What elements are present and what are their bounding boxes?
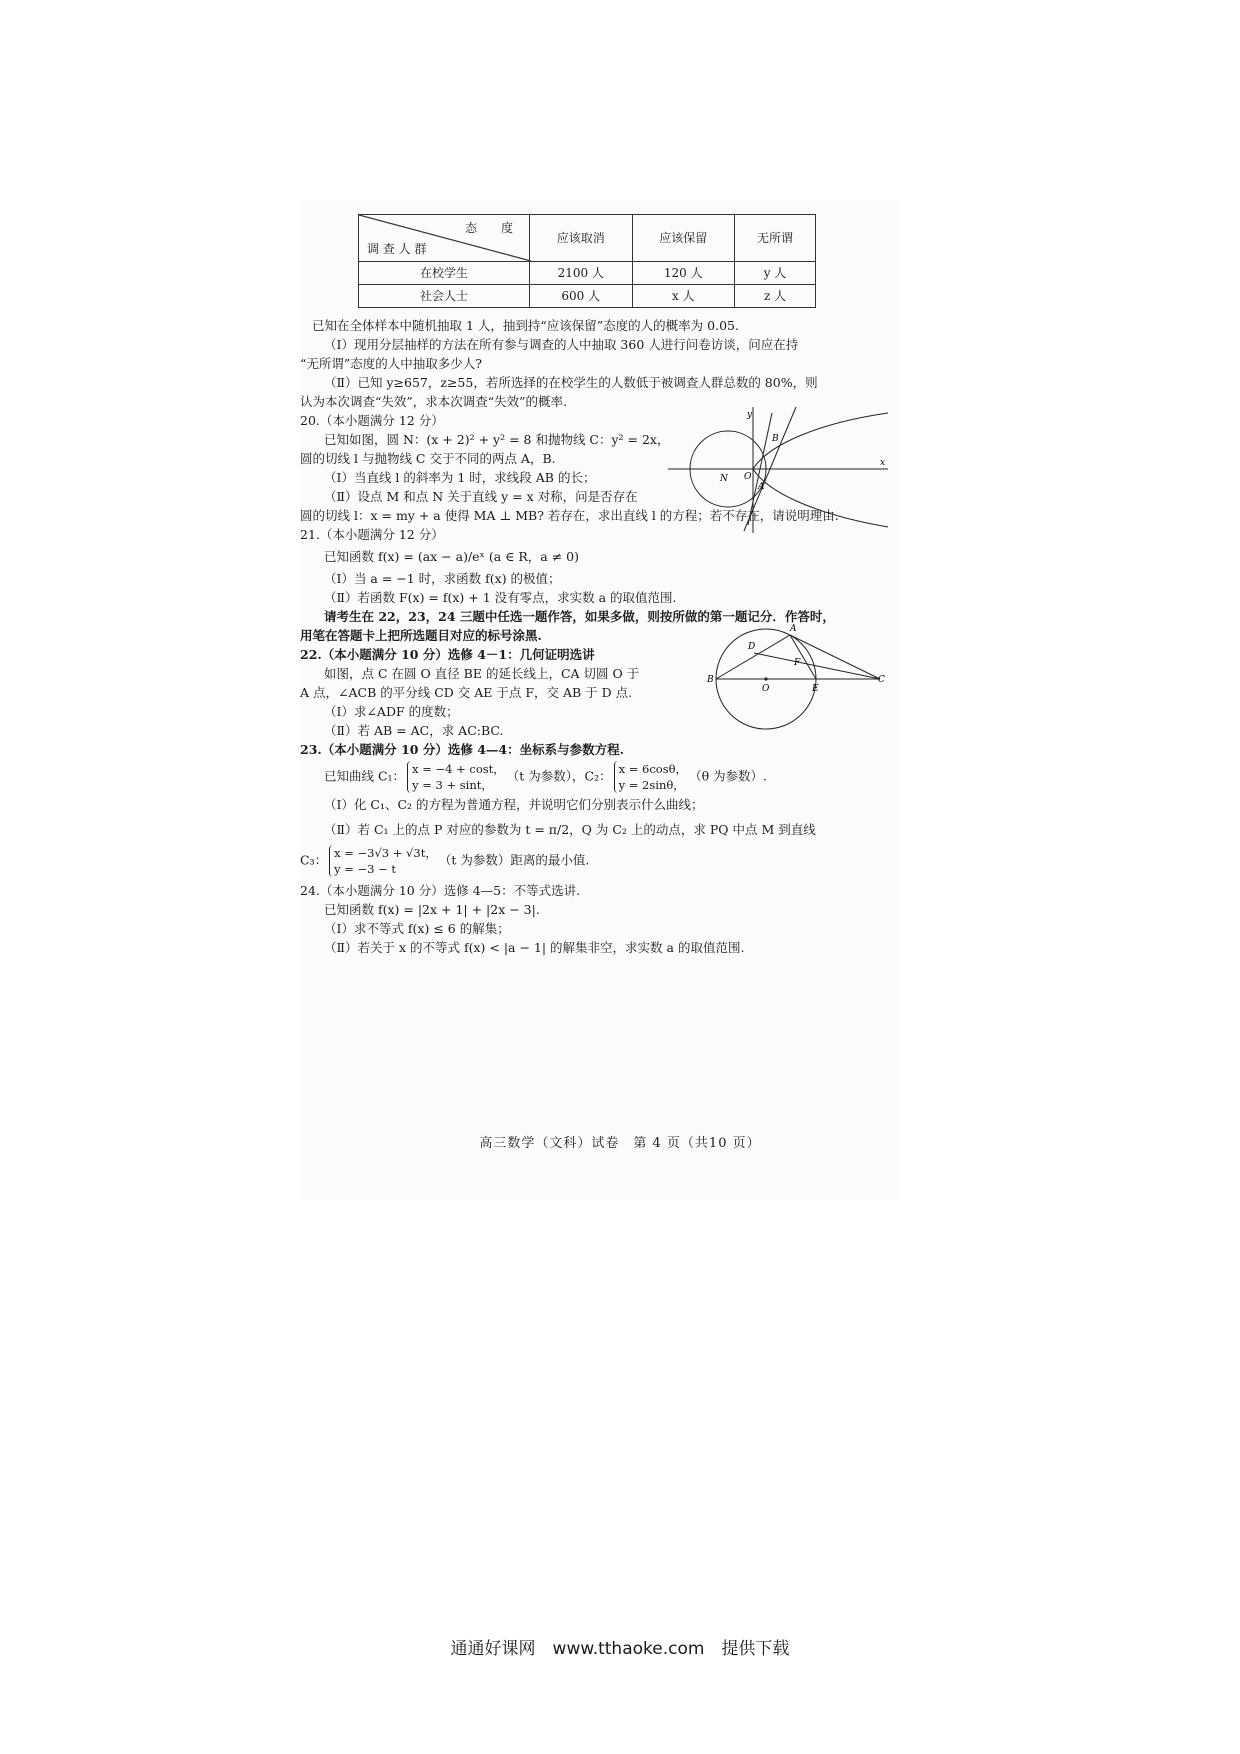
q21-heading: 21.（本小题满分 12 分） xyxy=(300,527,444,542)
table-corner-cell xyxy=(359,215,530,262)
exam-content xyxy=(300,214,890,957)
q24-heading: 24.（本小题满分 10 分）选修 4—5：不等式选讲. xyxy=(300,883,581,898)
corner-top-label: 态 度 xyxy=(464,221,513,235)
fig-label-e: E xyxy=(812,684,819,694)
table-cell: 120 人 xyxy=(632,262,735,285)
q24-part1: （Ⅰ）求不等式 f(x) ≤ 6 的解集； xyxy=(324,921,510,936)
q20-line: 圆的切线 l 与抛物线 C 交于不同的两点 A，B. xyxy=(300,451,556,466)
table-cell: z 人 xyxy=(735,285,816,308)
q19-part1: （Ⅰ）现用分层抽样的方法在所有参与调查的人中抽取 360 人进行问卷访谈，问应在持 xyxy=(324,337,799,352)
fig-label-a: A xyxy=(790,624,797,634)
q23-curves xyxy=(300,761,890,793)
c1-eq: x = −4 + cost， xyxy=(412,762,505,776)
fig-label-b: B xyxy=(707,675,714,685)
q20-heading: 20.（本小题满分 12 分） xyxy=(300,413,444,428)
c2-eq: x = 6cosθ， xyxy=(618,762,688,776)
c1-system xyxy=(407,761,505,793)
q22-line: A 点，∠ACB 的平分线 CD 交 AE 于点 F，交 AB 于 D 点. xyxy=(300,685,633,700)
q22-heading: 22.（本小题满分 10 分）选修 4－1：几何证明选讲 xyxy=(300,647,595,662)
notice-line: 用笔在答题卡上把所选题目对应的标号涂黑. xyxy=(300,628,542,643)
fig-label-n: N xyxy=(720,474,728,484)
q23-pre: 已知曲线 C₁： xyxy=(324,768,406,784)
q19-part2-cont: 认为本次调查“失效”，求本次调查“失效”的概率. xyxy=(300,394,568,409)
circle-tangent-figure xyxy=(686,609,886,733)
q23-heading: 23.（本小题满分 10 分）选修 4—4：坐标系与参数方程. xyxy=(300,742,624,757)
c3-eq: y = −3 − t xyxy=(334,862,397,876)
notice-line: 请考生在 22，23，24 三题中任选一题作答，如果多做，则按所做的第一题记分．作答时， xyxy=(324,609,835,624)
q20-part2-cont: 圆的切线 l：x = my + a 使得 MA ⊥ MB? 若存在，求出直线 l 的方程；若不存在，请说明理由. xyxy=(300,508,839,523)
fig-label-a: A xyxy=(758,482,765,492)
q24-line: 已知函数 f(x) = |2x + 1| + |2x − 3|. xyxy=(324,902,540,917)
q22-line: 如图，点 C 在圆 O 直径 BE 的延长线上，CA 切圆 O 于 xyxy=(324,666,640,681)
q19-part2: （Ⅱ）已知 y≥657，z≥55，若所选择的在校学生的人数低于被调查人群总数的 80%，则 xyxy=(324,375,818,390)
q19-part1-cont: “无所谓”态度的人中抽取多少人? xyxy=(300,356,482,371)
q23-part1: （Ⅰ）化 C₁、C₂ 的方程为普通方程，并说明它们分别表示什么曲线； xyxy=(324,797,704,812)
fig-label-o: O xyxy=(762,684,770,694)
q20-part2: （Ⅱ）设点 M 和点 N 关于直线 y = x 对称，问是否存在 xyxy=(324,489,638,504)
q22-part1: （Ⅰ）求∠ADF 的度数； xyxy=(324,704,459,719)
c2-eq: y = 2sinθ， xyxy=(618,778,685,792)
circle-parabola-figure xyxy=(668,405,890,535)
table-cell: x 人 xyxy=(632,285,735,308)
table-cell: y 人 xyxy=(735,262,816,285)
q23-mid: （t 为参数），C₂： xyxy=(506,768,612,784)
fig-label-x: x xyxy=(880,458,886,468)
row-label: 在校学生 xyxy=(359,262,530,285)
c3-pre: C₃： xyxy=(300,852,328,868)
table-cell: 2100 人 xyxy=(530,262,633,285)
q21-line: 已知函数 f(x) = (ax − a)/eˣ (a ∈ R，a ≠ 0) xyxy=(324,549,579,564)
fig-label-b: B xyxy=(772,434,779,444)
table-header: 应该保留 xyxy=(632,215,735,262)
fig-label-c: C xyxy=(878,675,885,685)
table-row xyxy=(359,262,816,285)
q22-part2: （Ⅱ）若 AB = AC，求 AC:BC. xyxy=(324,723,504,738)
survey-table xyxy=(358,214,816,308)
fig-label-d: D xyxy=(748,642,756,652)
c1-eq: y = 3 + sint， xyxy=(412,778,493,792)
table-cell: 600 人 xyxy=(530,285,633,308)
fig-label-o: O xyxy=(744,472,752,482)
q23-part2: （Ⅱ）若 C₁ 上的点 P 对应的参数为 t = π/2，Q 为 C₂ 上的动点，求 PQ 中点 M 到直线 xyxy=(324,822,816,837)
q21-part1: （Ⅰ）当 a = −1 时，求函数 f(x) 的极值； xyxy=(324,571,561,586)
q23-post: （θ 为参数）. xyxy=(689,768,768,784)
table-row xyxy=(359,285,816,308)
table-header: 应该取消 xyxy=(530,215,633,262)
fig-label-y: y xyxy=(747,410,753,420)
row-label: 社会人士 xyxy=(359,285,530,308)
q21-part2: （Ⅱ）若函数 F(x) = f(x) + 1 没有零点，求实数 a 的取值范围. xyxy=(324,590,677,605)
c2-system xyxy=(614,761,687,793)
c3-system xyxy=(329,845,437,877)
q20-line: 已知如图，圆 N：(x + 2)² + y² = 8 和抛物线 C：y² = 2x， xyxy=(324,432,670,447)
q20-part1: （Ⅰ）当直线 l 的斜率为 1 时，求线段 AB 的长； xyxy=(324,470,596,485)
q20-block xyxy=(300,411,890,525)
table-header: 无所谓 xyxy=(735,215,816,262)
corner-bottom-label: 调 查 人 群 xyxy=(367,242,427,256)
q23-c3 xyxy=(300,845,890,877)
page-footer: 高三数学（文科）试卷 第 4 页（共10 页） xyxy=(479,1136,761,1151)
c3-eq: x = −3√3 + √3t， xyxy=(334,846,437,860)
q24-part2: （Ⅱ）若关于 x 的不等式 f(x) < |a − 1| 的解集非空，求实数 a 的取值范围. xyxy=(324,940,745,955)
c3-post: （t 为参数）距离的最小值. xyxy=(438,852,590,868)
source-footer: 通通好课网 www.tthaoke.com 提供下载 xyxy=(450,1639,790,1659)
q19-intro: 已知在全体样本中随机抽取 1 人，抽到持“应该保留”态度的人的概率为 0.05. xyxy=(312,318,739,333)
fig-label-f: F xyxy=(794,658,801,668)
